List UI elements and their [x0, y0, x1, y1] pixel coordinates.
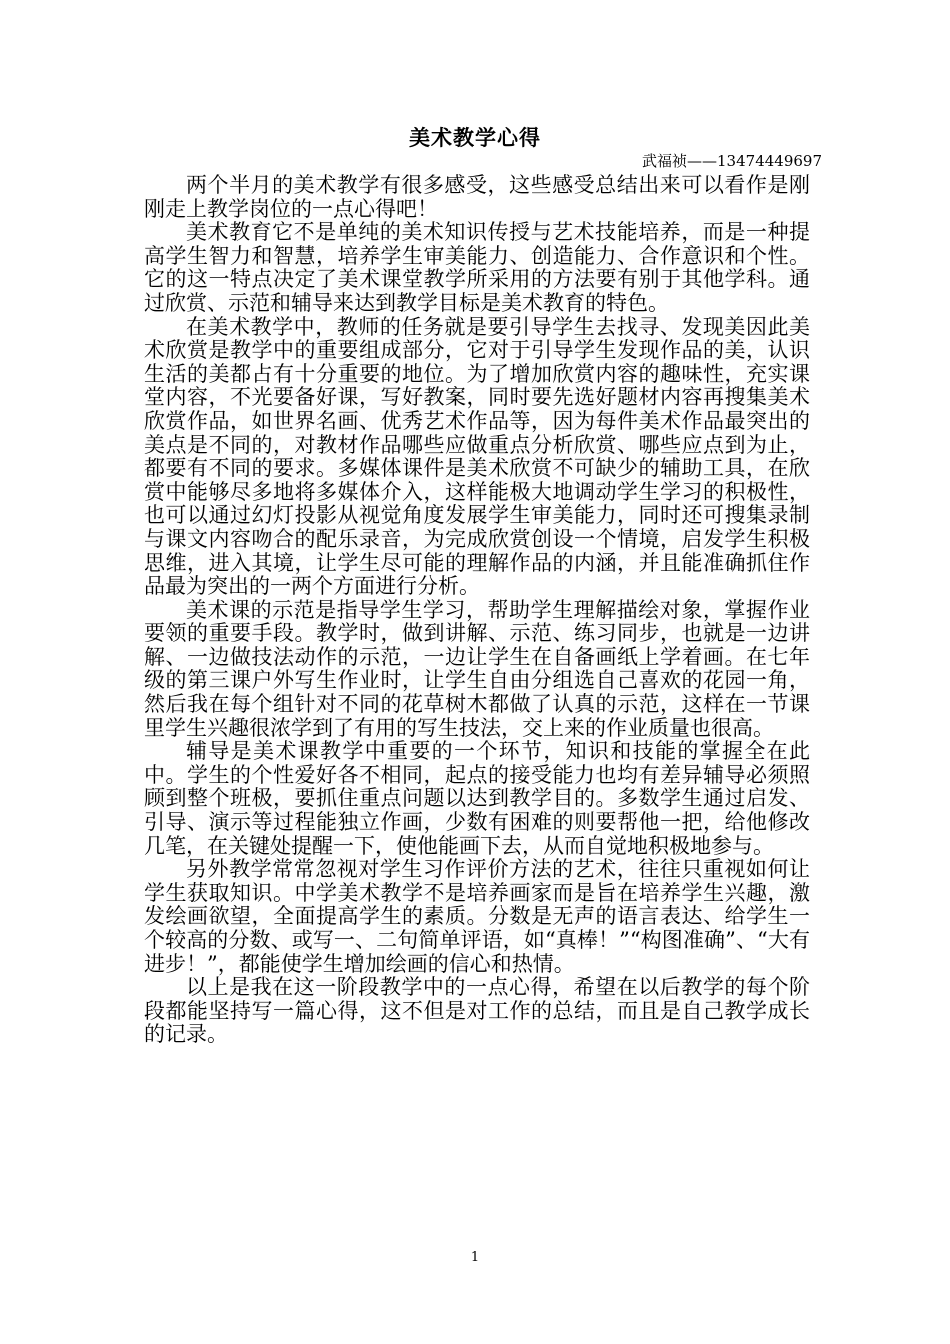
paragraph: 在美术教学中，教师的任务就是要引导学生去找寻、发现美因此美术欣赏是教学中的重要组成部分，它对于引导学生发现作品的美，认识生活的美都占有十分重要的地位。为了增加欣赏内容的趣味性，充实课堂内容，不光要备好课，写好教案，同时要先选好题材内容再搜集美术欣赏作品，如世界名画、优秀艺术作品等，因为每件美术作品最突出的美点是不同的，对教材作品哪些应做重点分析欣赏、哪些应点到为止，都要有不同的要求。多媒体课件是美术欣赏不可缺少的辅助工具，在欣赏中能够尽多地将多媒体介入，这样能极大地调动学生学习的积极性，也可以通过幻灯投影从视觉角度发展学生审美能力，同时还可搜集录制与课文内容吻合的配乐录音，为完成欣赏创设一个情境，启发学生积极思维，进入其境，让学生尽可能的理解作品的内涵，并且能准确抓住作品最为突出的一两个方面进行分析。	[144, 314, 810, 599]
document-title: 美术教学心得	[409, 125, 541, 150]
paragraph: 另外教学常常忽视对学生习作评价方法的艺术，往往只重视如何让学生获取知识。中学美术教学不是培养画家而是旨在培养学生兴趣，激发绘画欲望，全面提高学生的素质。分数是无声的语言表达、给学生一个较高的分数、或写一、二句简单评语，如“真棒！”“构图准确”、“大有进步！”，都能使学生增加绘画的信心和热情。	[144, 857, 810, 976]
paragraph: 以上是我在这一阶段教学中的一点心得，希望在以后教学的每个阶段都能坚持写一篇心得，这不但是对工作的总结，而且是自己教学成长的记录。	[144, 975, 810, 1047]
author-line: 武福祯——13474449697	[642, 152, 822, 170]
paragraph: 两个半月的美术教学有很多感受，这些感受总结出来可以看作是刚刚走上教学岗位的一点心得吧！	[144, 173, 810, 221]
document-body	[144, 174, 810, 1047]
paragraph: 美术教育它不是单纯的美术知识传授与艺术技能培养，而是一种提高学生智力和智慧，培养学生审美能力、创造能力、合作意识和个性。它的这一特点决定了美术课堂教学所采用的方法要有别于其他学科。通过欣赏、示范和辅导来达到教学目标是美术教育的特色。	[144, 220, 810, 315]
paragraph: 辅导是美术课教学中重要的一个环节，知识和技能的掌握全在此中。学生的个性爱好各不相同，起点的接受能力也均有差异辅导必须照顾到整个班极，要抓住重点问题以达到教学目的。多数学生通过启发、引导、演示等过程能独立作画，少数有困难的则要帮他一把，给他修改几笔，在关键处提醒一下，使他能画下去，从而自觉地积极地参与。	[144, 739, 810, 858]
page-number: 1	[470, 1250, 480, 1265]
paragraph: 美术课的示范是指导学生学习，帮助学生理解描绘对象，掌握作业要领的重要手段。教学时，做到讲解、示范、练习同步，也就是一边讲解、一边做技法动作的示范，一边让学生在自备画纸上学着画。在七年级的第三课户外写生作业时，让学生自由分组选自己喜欢的花园一角，然后我在每个组针对不同的花草树木都做了认真的示范，这样在一节课里学生兴趣很浓学到了有用的写生技法，交上来的作业质量也很高。	[144, 597, 810, 740]
